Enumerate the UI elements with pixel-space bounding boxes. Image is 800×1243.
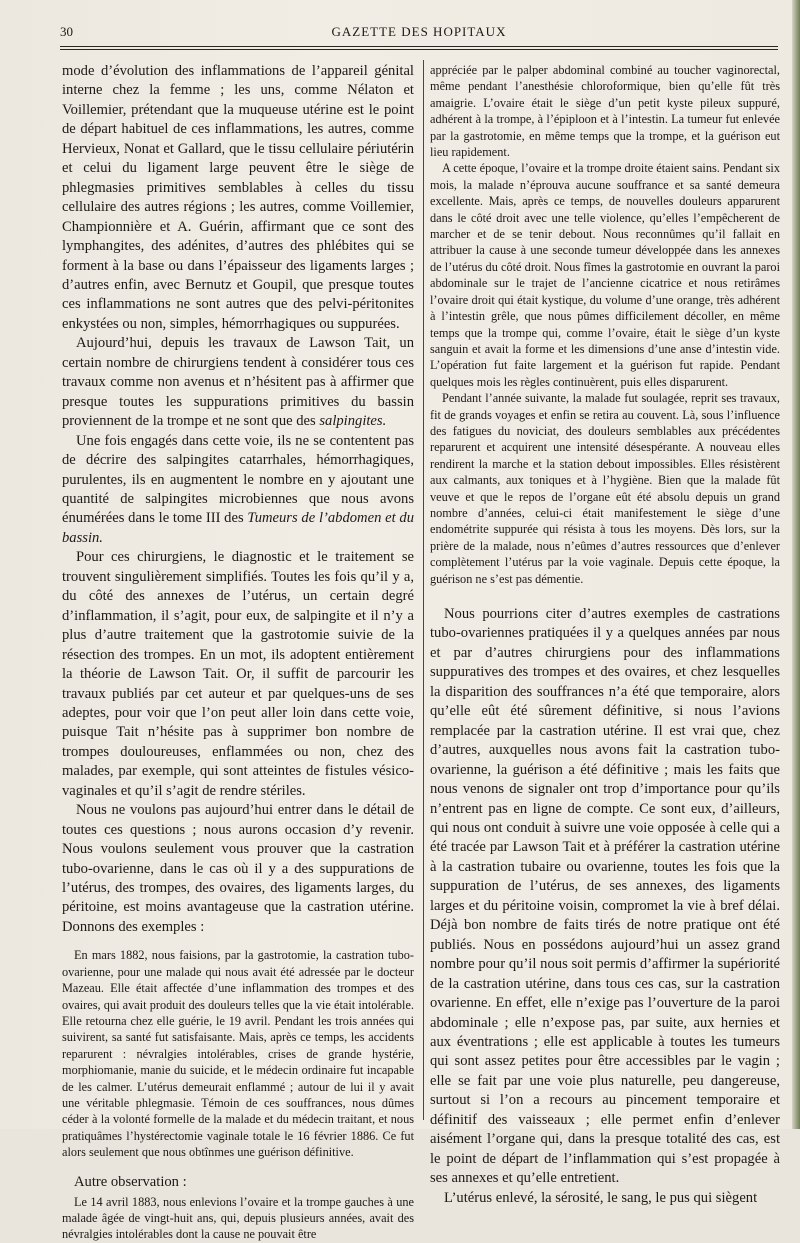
paragraph [62, 334, 414, 431]
case-observation: Pendant l’année suivante, la malade fut soulagée, reprit ses travaux, fit de grands voyages et enfin se retira au couvent. Là, sous l’influence des fatigues du noviciat, des douleurs semblables aux précédentes reparurent et acquirent une intensité désespérante. A nouveau elles rendirent la marche et la station debout impossibles. Elles résistèrent aux calmants, aux toniques et à l’hygiène. Bien que la malade fût veuve et que le repos de l’organe eût été absolu depuis un grand nombre d’années, celui-ci était manifestement le siège d’une endométrite suppurée qui résista à tous les moyens. Dès lors, sur la prière de la malade, nous n’eûmes d’autres ressources que d’enlever complètement l’utérus par la voie vaginale. Depuis cette époque, la guérison ne s’est pas démentie. [430, 391, 780, 586]
header-rule-top [60, 46, 778, 47]
observation-subheading: Autre observation : [74, 1173, 187, 1190]
case-observation: A cette époque, l’ovaire et la trompe droite étaient sains. Pendant six mois, la malade n’éprouva aucune souffrance et sa santé demeura excellente. Mais, après ce temps, de nouvelles douleurs apparurent dans le côté droit avec une telle violence, qu’elles l’empêcherent de marcher et de se tenir debout. Nous reconnûmes qu’il fallait en attribuer la cause à une seconde tumeur développée dans les annexes de l’utérus du côté droit. Nous fîmes la gastrotomie en ouvrant la paroi abdominale sur le trajet de l’ancienne cicatrice et nous retirâmes l’ovaire droit qui était kystique, du volume d’une orange, très adhérent à l’intestin grêle, que nous pûmes difficilement décoller, en même temps que la trompe qui, comme l’ovaire, était le siège d’un kyste sanguin et avait la forme et les dimensions d’une anse d’intestin vide. L’opération fut faite largement et la guérison fut rapide. Pendant quelques mois les règles continuèrent, puis elles disparurent. [430, 161, 780, 389]
left-column [62, 62, 414, 1242]
paragraph: Nous pourrions citer d’autres exemples de castrations tubo-ovariennes pratiquées il y a quelques années par nous et par d’autres chirurgiens pour des inflammations suppuratives des trompes et des ovaires, et chez lesquelles la disparition des souffrances n’a été que temporaire, alors qu’elle eût été sûrement définitive, si nous l’avions remplacée par la castration utérine. Il est vrai que, chez d’autres, auxquelles nous avons fait la castration tubo-ovarienne, la guérison a été définitive ; mais les faits que nous venons de signaler ont trop d’importance pour qu’ils n’entrent pas en ligne de compte. Ce sont eux, d’ailleurs, qui nous ont conduit à suivre une voie opposée à celle qui a été tracée par Lawson Tait et à préférer la castration utérine à la castration tubaire ou ovarienne, toutes les fois que la suppuration de l’utérus, de ses annexes, des ligaments larges et du péritoine voisin, compromet la vie à bref délai. Déjà bon nombre de faits tirés de notre pratique ont été publiés. Nous en possédons aujourd’hui un assez grand nombre pour qu’il nous soit permis d’affirmer la supériorité de la castration utérine, dans tous ces cas, sur la castration ovarienne. En effet, elle n’exige pas l’ouverture de la paroi abdominale ; elle n’expose pas, par suite, aux hernies et aux éventrations ; elle est applicable à toutes les tumeurs qui sont assez petites pour être accessibles par le vagin ; elle se fait par une voie plus naturelle, peu dangereuse, surtout si l’on a recours au pincement temporaire et définitif des vaisseaux ; elle permet enfin d’enlever aisément l’organe qui, dans la presque totalité des cas, est le point de départ de l’inflammation qui s’est propagée à ses annexes et qu’elle entretient. [430, 606, 780, 1187]
page-edge [792, 0, 800, 1129]
paragraph-text: Aujourd’hui, depuis les travaux de Lawson Tait, un certain nombre de chirurgiens tendent à considérer tous ces travaux comme non avenus et n’hésitent pas à affirmer que presque toutes les suppurations primitives du bassin proviennent de la trompe et ne sont que des [62, 335, 414, 430]
paragraph: Nous ne voulons pas aujourd’hui entrer dans le détail de toutes ces questions ; nous aurons occasion d’y revenir. Nous voulons seulement vous prouver que la castration tubo-ovarienne, dans le cas où il y a des suppurations de l’utérus, des trompes, des ovaires, des ligaments larges, du péritoine, est moins avantageuse que la castration utérine. Donnons des exemples : [62, 802, 414, 935]
header-rule-bottom [60, 49, 778, 50]
paragraph: Pour ces chirurgiens, le diagnostic et le traitement se trouvent singulièrement simplifiés. Toutes les fois qu’il y a, du côté des annexes de l’utérus, un certain degré d’inflammation, il s’agit, pour eux, de salpingite et il n’y a plus d’autre traitement que la gastrotomie suivie de la résection des trompes. En un mot, ils adoptent entièrement la théorie de Lawson Tait. Or, il suffit de parcourir les travaux publiés par cet auteur et par quelques-uns de ses adeptes, pour voir que l’on peut aller loin dans cette voie, puisque Tait n’hésite pas à supprimer bon nombre de trompes douloureuses, enflammées ou non, chez des malades, par exemple, qui sont atteintes de fistules vésico-vaginales et qu’il s’agit de rendre stériles. [62, 549, 414, 799]
page-number: 30 [60, 24, 73, 39]
case-observation: Le 14 avril 1883, nous enlevions l’ovaire et la trompe gauches à une malade âgée de vingt-huit ans, qui, depuis plusieurs années, avait des névralgies intolérables dont la cause ne pouvait être [62, 1194, 414, 1242]
case-observation: En mars 1882, nous faisions, par la gastrotomie, la castration tubo-ovarienne, pour une malade qui nous avait été adressée par le docteur Mazeau. Elle était affectée d’une inflammation des trompes et des ovaires, qui avait produit des douleurs telles que la vie était intolérable. Elle retourna chez elle guérie, le 19 avril. Pendant les trois années qui suivirent, sa santé fut satisfaisante. Mais, après ce temps, les accidents reparurent : névralgies intolérables, crises de grande hystérie, morphiomanie, manie du suicide, et le médecin ordinaire fut incapable de les calmer. L’utérus demeurait enflammé ; autour de lui il y avait une véritable phlegmasie. Témoin de ces souffrances, nous dûmes céder à la volonté formelle de la malade et du médecin traitant, et nous pratiquâmes l’hystérectomie vaginale totale le 16 février 1886. Ce fut alors seulement que nous obtînmes une guérison définitive. [62, 948, 414, 1160]
case-observation: appréciée par le palper abdominal combiné au toucher vaginorectal, même pendant l’anesthésie chloroformique, bien qu’elle fût très amaigrie. L’ovaire était le siège d’un petit kyste pileux suppuré, adhérent à la trompe, à l’épiploon et à l’intestin. La tumeur fut enlevée par la gastrotomie, en même temps que la trompe, et la guérison eut lieu rapidement. [430, 63, 780, 160]
spacer [62, 937, 414, 947]
paragraph [62, 432, 414, 549]
paragraph: L’utérus enlevé, la sérosité, le sang, le pus qui siègent [444, 1189, 758, 1206]
paragraph-text: Une fois engagés dans cette voie, ils ne se contentent pas de décrire des salpingites catarrhales, hémorrhagiques, purulentes, ils en augmentent le nombre en y ajoutant une quantité de salpingites microbiennes que nous avons énumérées dans le tome III des [62, 432, 414, 527]
spacer [62, 1161, 414, 1171]
italic-reference: Tumeurs de l’abdomen et du bassin. [62, 510, 414, 546]
column-divider [423, 60, 424, 1120]
right-column [430, 62, 780, 1206]
page-header [60, 22, 778, 46]
journal-title: GAZETTE DES HOPITAUX [331, 24, 507, 39]
italic-term: salpingites. [319, 413, 387, 430]
paragraph: mode d’évolution des inflammations de l’appareil génital interne chez la femme ; les uns, comme Nélaton et Voillemier, prétendant que la muqueuse utérine est le point de départ habituel de ces inflammations, les autres, comme Hervieux, Nonat et Gallard, que le tissu cellulaire périutérin et celui du ligament large peuvent être le siège de phlegmasies primitives semblables à celles du tissu cellulaire des autres régions ; les autres, comme Voillemier, Championnière et A. Guérin, affirmant que ce sont des lymphangites, des adénites, d’autres des phlébites qui se forment à la base ou dans l’épaisseur des ligaments larges ; d’autres enfin, avec Bernutz et Goupil, que presque toutes ces inflammations ne sont autres que des pelvi-péritonites enkystées ou non, simples, hémorrhagiques ou suppurées. [62, 63, 414, 332]
spacer [430, 587, 780, 605]
